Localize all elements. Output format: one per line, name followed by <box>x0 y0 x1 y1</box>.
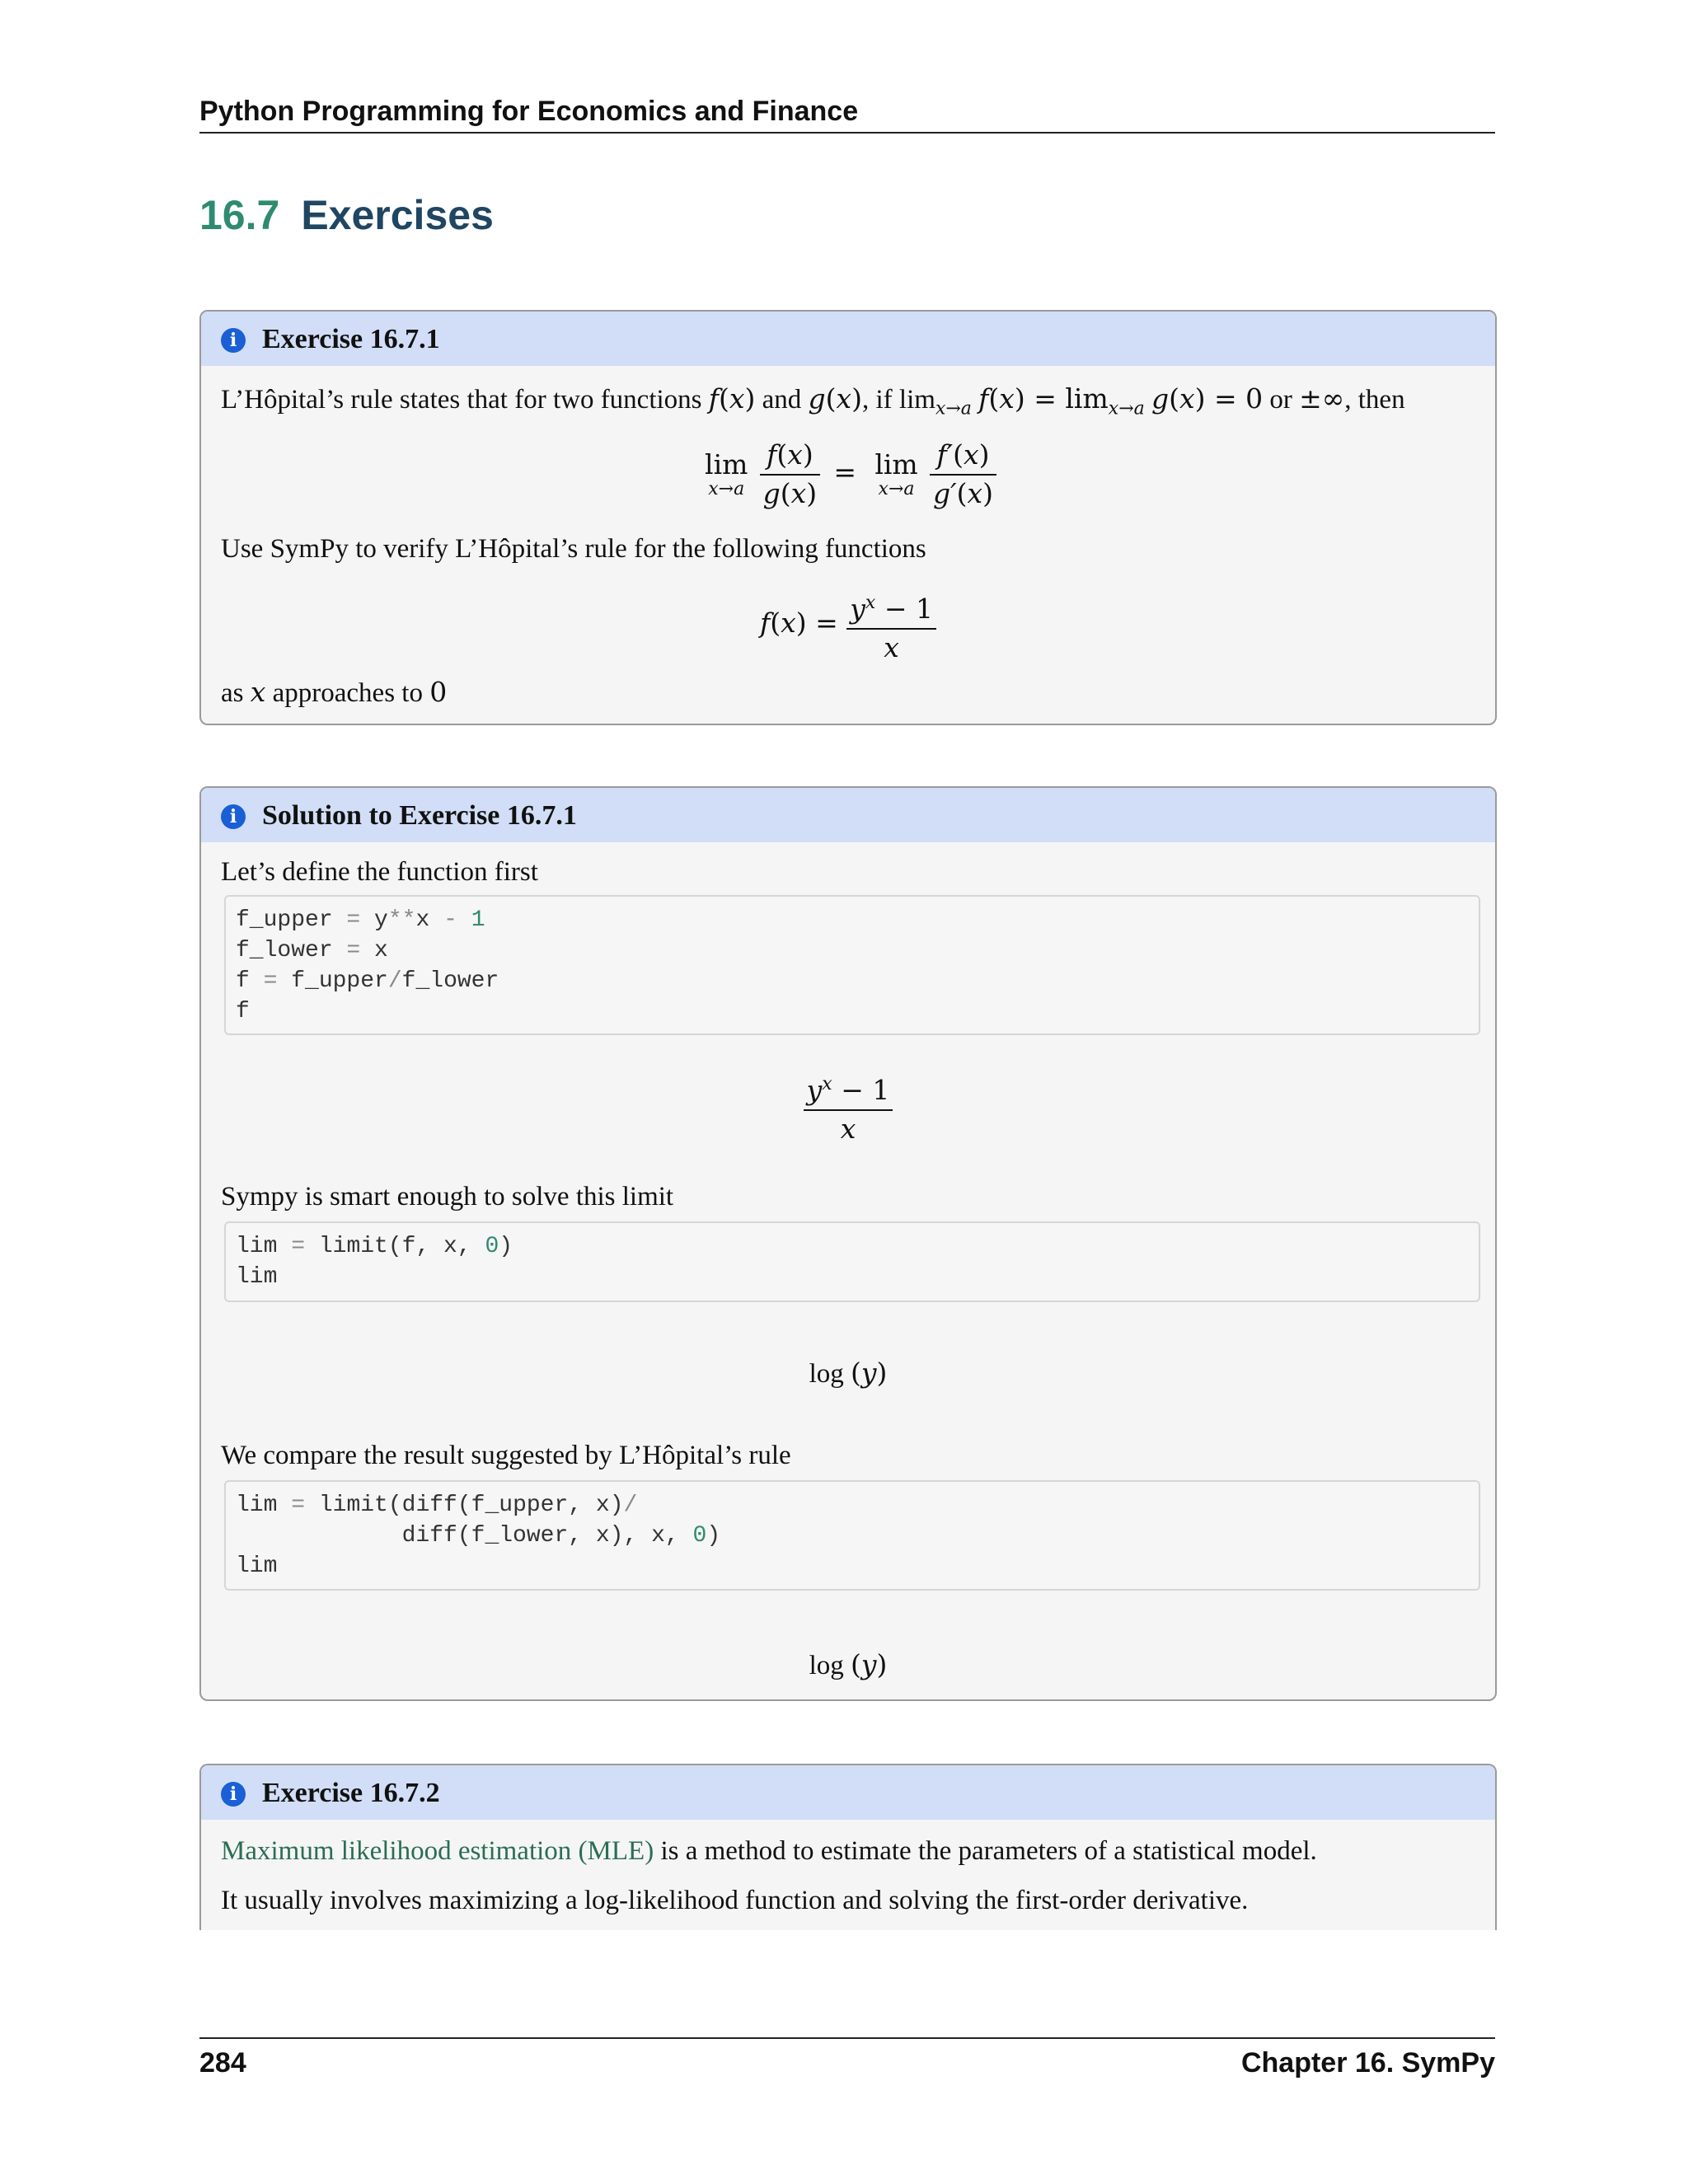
code-block-2[interactable] <box>224 1221 1480 1302</box>
solution-16-7-1-box <box>199 786 1497 1701</box>
mle-link[interactable]: Maximum likelihood estimation (MLE) <box>221 1836 654 1866</box>
solution-text-3: We compare the result suggested by L’Hôpital’s rule <box>221 1441 791 1470</box>
code-block-1[interactable] <box>224 895 1480 1035</box>
lhopital-formula: lim x→a $\frac{f(x)}{g(x)}$ = lim x→a $\frac{f'(x)}{g'(x)}$ <box>201 437 1495 513</box>
exercise-title: Exercise 16.7.1 <box>262 324 440 354</box>
approach-text-b: approaches to <box>272 678 423 708</box>
approach-text: as x approaches to 0 <box>221 676 448 708</box>
code-line: lim = limit(diff(f_upper, x)/ <box>236 1493 638 1518</box>
solution-text-2: Sympy is smart enough to solve this limit <box>221 1182 674 1212</box>
solution-title: Solution to Exercise 16.7.1 <box>262 800 577 831</box>
statement-text-e: , then <box>1344 385 1405 415</box>
lhopital-statement: L’Hôpital’s rule states that for two functions f(x) and g(x), if $\lim_{x\to a} f(x) = \lim_{x\to a} g(x) = 0$ or ±∞, then <box>221 382 1405 419</box>
page-number: 284 <box>199 2047 246 2079</box>
solution-header <box>201 788 1495 842</box>
log-text: log <box>809 1359 844 1389</box>
code-line: lim = limit(f, x, 0) <box>236 1234 513 1259</box>
output-log-y-2: log (y) <box>809 1648 888 1680</box>
function-formula: f(x) = $\frac{y^x - 1}{x}$ <box>201 585 1495 667</box>
code-line: f_lower = x <box>236 938 388 963</box>
section-title-text: Exercises <box>301 192 494 238</box>
code-line: lim <box>236 1264 278 1290</box>
code-line: f_upper = y**x - 1 <box>236 907 485 933</box>
approach-text-a: as <box>221 678 244 708</box>
approach-value: 0 <box>429 676 448 708</box>
statement-text-d: or <box>1269 385 1292 415</box>
exercise-16-7-2-box <box>199 1764 1497 1930</box>
output-log-y-1: log (y) <box>809 1357 888 1389</box>
info-icon: i <box>221 804 246 829</box>
info-icon: i <box>221 328 246 353</box>
log-text: log <box>809 1651 844 1680</box>
output-fraction: $\frac{y^x - 1}{x}$ <box>201 1066 1495 1148</box>
running-title: Python Programming for Economics and Finance <box>199 96 859 127</box>
running-header <box>199 92 1495 134</box>
code-line: diff(f_lower, x), x, 0) <box>236 1523 721 1549</box>
code-line: f = f_upper/f_lower <box>236 968 499 994</box>
statement-text-b: and <box>762 385 802 415</box>
exercise-header <box>201 1765 1495 1820</box>
exercise-header <box>201 312 1495 366</box>
chapter-label: Chapter 16. SymPy <box>1240 2047 1495 2079</box>
solution-text-1: Let’s define the function first <box>221 857 538 887</box>
section-title <box>199 191 494 239</box>
section-number: 16.7 <box>199 192 280 238</box>
code-line: lim <box>236 1554 278 1579</box>
info-icon: i <box>221 1782 246 1807</box>
log-likelihood-text: It usually involves maximizing a log-likelihood function and solving the first-order derivative. <box>221 1886 1249 1915</box>
exercise-16-7-1-box <box>199 310 1497 725</box>
code-line: f <box>236 999 250 1024</box>
statement-text-c: , if lim <box>862 385 935 415</box>
exercise-title: Exercise 16.7.2 <box>262 1778 440 1808</box>
page-footer <box>199 2037 1495 2079</box>
mle-text-rest: is a method to estimate the parameters of a statistical model. <box>654 1836 1317 1866</box>
mle-text <box>221 1836 1317 1867</box>
statement-text-a: L’Hôpital’s rule states that for two functions <box>221 385 702 415</box>
use-sympy-text: Use SymPy to verify L’Hôpital’s rule for the following functions <box>221 534 926 564</box>
code-block-3[interactable] <box>224 1480 1480 1591</box>
